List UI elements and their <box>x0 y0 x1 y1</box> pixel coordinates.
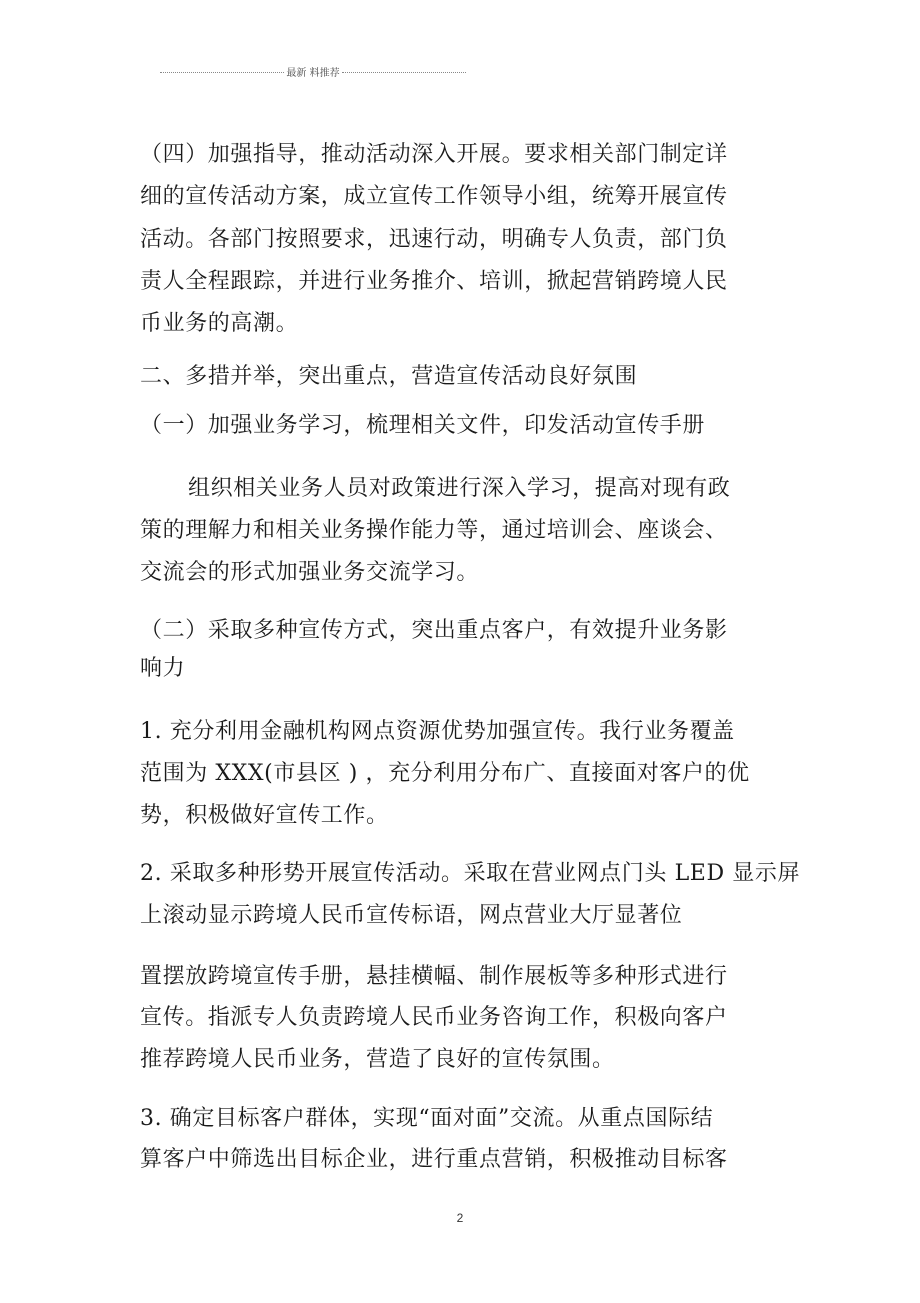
paragraph-line: 策的理解力和相关业务操作能力等，通过培训会、座谈会、 <box>140 518 728 543</box>
header-dotted-rule-right <box>342 72 466 73</box>
list-item-line: 上滚动显示跨境人民币宣传标语，网点营业大厅显著位 <box>140 903 683 928</box>
list-item-line: 范围为 XXX(市县区 ) ，充分利用分布广、直接面对客户的优 <box>140 761 750 786</box>
section-heading: 二、多措并举，突出重点，营造宣传活动良好氛围 <box>140 364 638 389</box>
paragraph-line: 细的宣传活动方案，成立宣传工作领导小组，统筹开展宣传 <box>140 184 728 209</box>
list-item-line: 算客户中筛选出目标企业，进行重点营销，积极推动目标客 <box>140 1147 728 1172</box>
paragraph-line: （四）加强指导，推动活动深入开展。要求相关部门制定详 <box>140 142 728 167</box>
paragraph-line: 交流会的形式加强业务交流学习。 <box>140 560 480 585</box>
header-dotted-rule-left <box>160 72 284 73</box>
list-item-line: 推荐跨境人民币业务，营造了良好的宣传氛围。 <box>140 1047 615 1072</box>
list-item-line: 3. 确定目标客户群体，实现“面对面”交流。从重点国际结 <box>140 1106 714 1131</box>
list-item-line: 宣传。指派专人负责跨境人民币业务咨询工作，积极向客户 <box>140 1005 728 1030</box>
paragraph-line: 币业务的高潮。 <box>140 311 299 336</box>
list-item-line: 2. 采取多种形势开展宣传活动。采取在营业网点门头 LED 显示屏 <box>140 861 801 886</box>
subsection-heading: （二）采取多种宣传方式，突出重点客户，有效提升业务影 <box>140 618 728 643</box>
list-item-line: 势，积极做好宣传工作。 <box>140 803 389 828</box>
subsection-heading: 响力 <box>140 656 186 681</box>
page-header <box>160 64 466 78</box>
header-text: 最新 料推荐 <box>286 67 340 79</box>
subsection-heading: （一）加强业务学习，梳理相关文件，印发活动宣传手册 <box>140 413 706 438</box>
paragraph-line: 活动。各部门按照要求，迅速行动，明确专人负责，部门负 <box>140 227 728 252</box>
paragraph-line: 组织相关业务人员对政策进行深入学习，提高对现有政 <box>188 476 731 501</box>
list-item-line: 1. 充分利用金融机构网点资源优势加强宣传。我行业务覆盖 <box>140 719 735 744</box>
paragraph-line: 责人全程跟踪，并进行业务推介、培训，掀起营销跨境人民 <box>140 269 728 294</box>
page-number: 2 <box>456 1211 464 1225</box>
list-item-line: 置摆放跨境宣传手册，悬挂横幅、制作展板等多种形式进行 <box>140 964 728 989</box>
